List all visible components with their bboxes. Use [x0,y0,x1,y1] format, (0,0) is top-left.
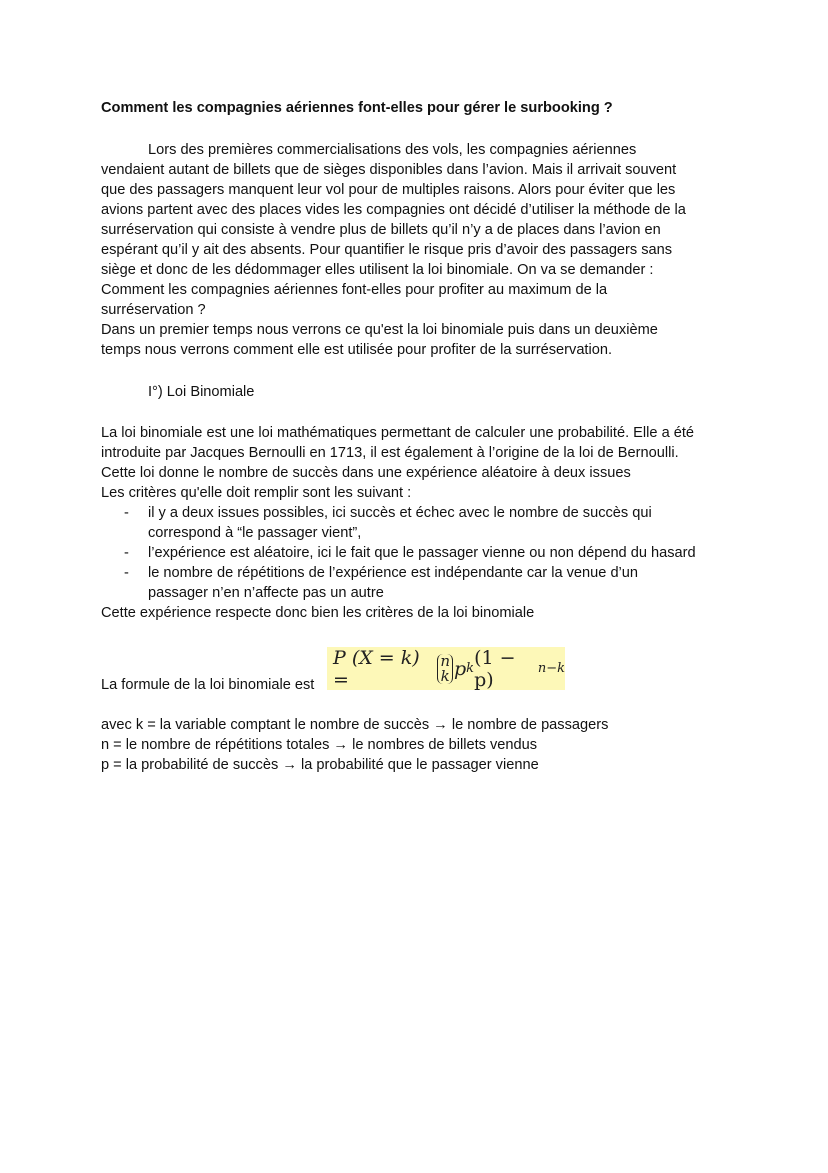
intro-line: espérant qu’il y ait des absents. Pour quantifier le risque pris d’avoir des passagers sans [101,242,673,258]
formula-factor-exponent: n−k [537,661,565,676]
bullet-line: l’expérience est aléatoire, ici le fait que le passager vienne ou non dépend du hasard [148,545,696,561]
binom-top: n [440,651,450,670]
formula-label: La formule de la loi binomiale est [101,677,315,693]
section-heading: I°) Loi Binomiale [148,384,255,400]
bullet-line: il y a deux issues possibles, ici succès et échec avec le nombre de succès qui [148,505,652,521]
bullet-marker: - [124,505,129,521]
bullet-line: passager n’en n’affecte pas un autre [148,585,384,601]
intro-line: Comment les compagnies aériennes font-elles pour profiter au maximum de la [101,282,608,298]
intro-line: vendaient autant de billets que de sièges disponibles dans l’avion. Mais il arrivait souvent [101,162,677,178]
bullet-marker: - [124,545,129,561]
intro-line: temps nous verrons comment elle est utilisée pour profiter de la surréservation. [101,342,613,358]
binomial-coefficient [437,651,453,685]
formula-lhs: P (X = k) = [333,646,420,691]
binomial-formula [327,647,565,690]
intro-line: siège et donc de les dédommager elles utilisent la loi binomiale. On va se demander : [101,262,654,278]
conclusion-line: Cette expérience respecte donc bien les critères de la loi binomiale [101,605,535,621]
intro-line: surréservation ? [101,302,206,318]
bullet-marker: - [124,565,129,581]
section-line: Cette loi donne le nombre de succès dans une expérience aléatoire à deux issues [101,465,631,481]
section-line: La loi binomiale est une loi mathématiques permettant de calculer une probabilité. Elle a été [101,425,695,441]
definition-line: p = la probabilité de succès → la probabilité que le passager vienne [101,757,539,773]
intro-line: Lors des premières commercialisations des vols, les compagnies aériennes [148,142,637,158]
bullet-line: le nombre de répétitions de l’expérience est indépendante car la venue d’un [148,565,639,581]
intro-line: Dans un premier temps nous verrons ce qu'est la loi binomiale puis dans un deuxième [101,322,658,338]
formula-p: p [454,657,467,680]
document-title: Comment les compagnies aériennes font-elles pour gérer le surbooking ? [101,100,613,116]
formula-p-exponent: k [466,661,475,676]
binom-bottom: k [440,666,450,685]
formula-factor: (1 − p) [474,646,516,691]
section-line: Les critères qu'elle doit remplir sont les suivant : [101,485,412,501]
section-line: introduite par Jacques Bernoulli en 1713, il est également à l’origine de la loi de Bernoulli. [101,445,679,461]
definition-line: n = le nombre de répétitions totales → le nombres de billets vendus [101,737,538,753]
intro-line: avions partent avec des places vides les compagnies ont décidé d’utiliser la méthode de la [101,202,686,218]
definition-line: avec k = la variable comptant le nombre de succès → le nombre de passagers [101,717,609,733]
bullet-line: correspond à “le passager vient”, [148,525,362,541]
intro-line: que des passagers manquent leur vol pour de multiples raisons. Alors pour éviter que les [101,182,676,198]
intro-line: surréservation qui consiste à vendre plus de billets qu’il n’y a de places dans l’avion en [101,222,661,238]
